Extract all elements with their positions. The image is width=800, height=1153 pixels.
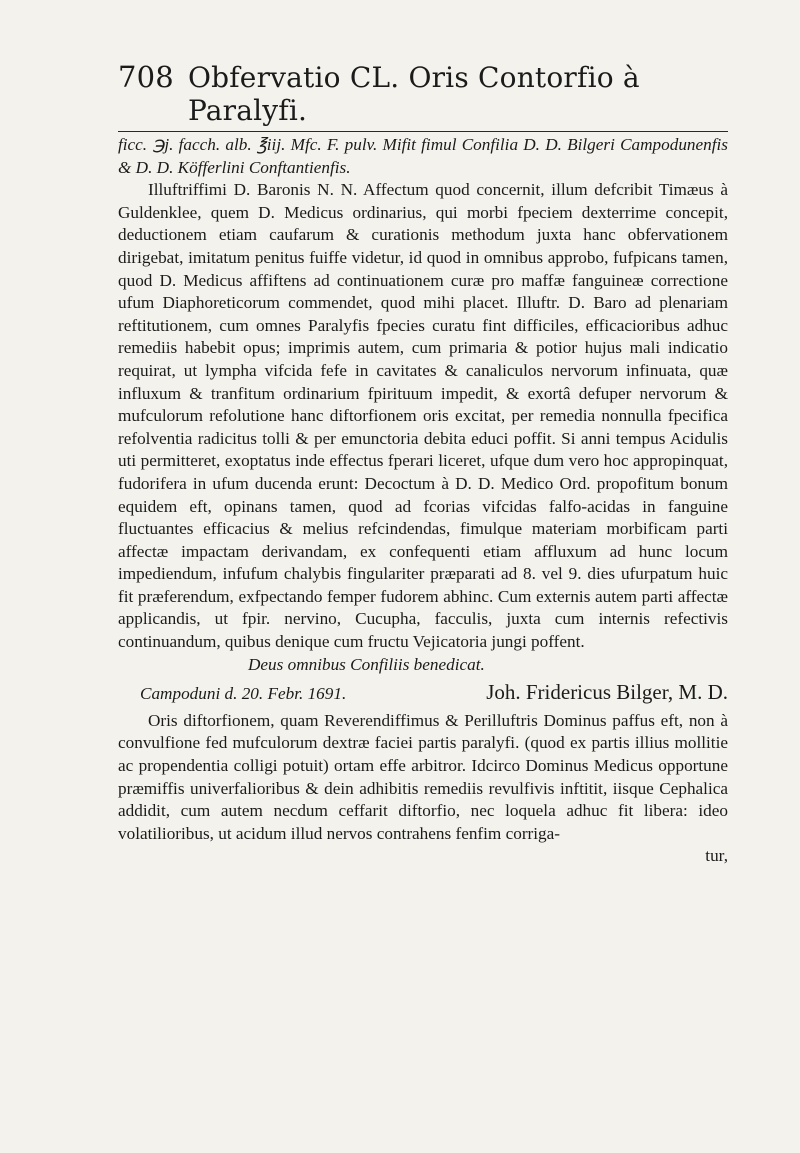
signature-place-date: Campoduni d. 20. Febr. 1691. (140, 684, 347, 704)
blessing-line: Deus omnibus Confiliis benedicat. (248, 654, 485, 674)
signature-line (118, 681, 728, 706)
paragraph-consilium: Illuftriffimi D. Baronis N. N. Affectum quod concernit, illum defcribit Timæus à Guldenklee, quem D. Medicus ordinarius, qui morbi fpeciem dexterrime concepit, deductionem etiam caufarum & curationis methodum juxta hanc obfervationem dirigebat, imitatum penitus fuiffe videtur, id quod in omnibus approbo, fufpicans tamen, quod D. Medicus affiftens ad continuationem curæ pro maffæ fanguineæ correctione ufum Diaphoreticorum commendet, quod mihi placet. Illuftr. D. Baro ad plenariam reftitutionem, cum omnes Paralyfis fpecies curatu fint difficiles, efficacioribus adhuc remediis habebit opus; imprimis autem, cum primaria & potior hujus mali indicatio requirat, ut lympha vifcida fefe in cavitates & canaliculos nervorum infinuata, quæ influxum & tranfitum ordinarium fpirituum impedit, & exortâ defuper nervorum & mufculorum refolutione hanc diftorfionem oris excitat, per remedia nonnulla fpecifica refolventia radicitus tolli & per emunctoria debita educi poffit. Si anni tempus Acidulis uti permitteret, exoptatus inde effectus fperari liceret, ufque dum vero hoc appropinquat, fudorifera in ufum ducenda erunt: Decoctum à D. D. Medico Ord. propofitum bonum equidem eft, opinans tamen, quod ad fcorias vifcidas falfo-acidas in fanguine fluctuantes efficacius & melius refcindendas, fimulque materiam morbificam parti affectæ impactam derivandam, ex confequenti etiam affluxum ad hunc locum impediendum, infufum chalybis fingulariter præparati ad 8. vel 9. dies ufurpatum huic fit præferendum, exfpectando femper fudorem abhinc. Cum externis autem parti affectæ applicandis, ut fpir. nervino, Cucupha, facculis, juxta cum internis refectivis continuandum, quibus denique cum fructu Vejicatoria jungi poffent. (118, 180, 728, 652)
body-text (118, 134, 728, 868)
signature-name: Joh. Fridericus Bilger, M. D. (486, 680, 728, 705)
page-number: 708 (118, 60, 174, 94)
page-header (118, 60, 728, 131)
header-rule (118, 131, 728, 132)
book-page (118, 60, 728, 868)
paragraph-second-opinion: Oris diftorfionem, quam Reverendiffimus & Perilluftris Dominus paffus eft, non à convulfione fed mufculorum dextræ faciei partis paralyfi. (quod ex partis illius mollitie ac propendentia colligi potuit) ortam effe arbitror. Idcirco Dominus Medicus opportune præmiffis univerfalioribus & dein adhibitis remediis revulfivis inftitit, iisque Cephalica addidit, cum autem necdum ceffarit diftorfio, nec loquela adhuc fit libera: ideo volatilioribus, ut acidum illud nervos contrahens fenfim corriga- (118, 710, 728, 843)
catchword: tur, (705, 846, 728, 866)
paragraph-prescription: ficc. ℈j. facch. alb. ℥iij. Mfc. F. pulv. Mifit fimul Confilia D. D. Bilgeri Campodunenfis & D. D. Köfferlini Conftantienfis. (118, 135, 728, 177)
running-title: Obfervatio CL. Oris Contorfio à Paralyfi. (187, 61, 640, 127)
